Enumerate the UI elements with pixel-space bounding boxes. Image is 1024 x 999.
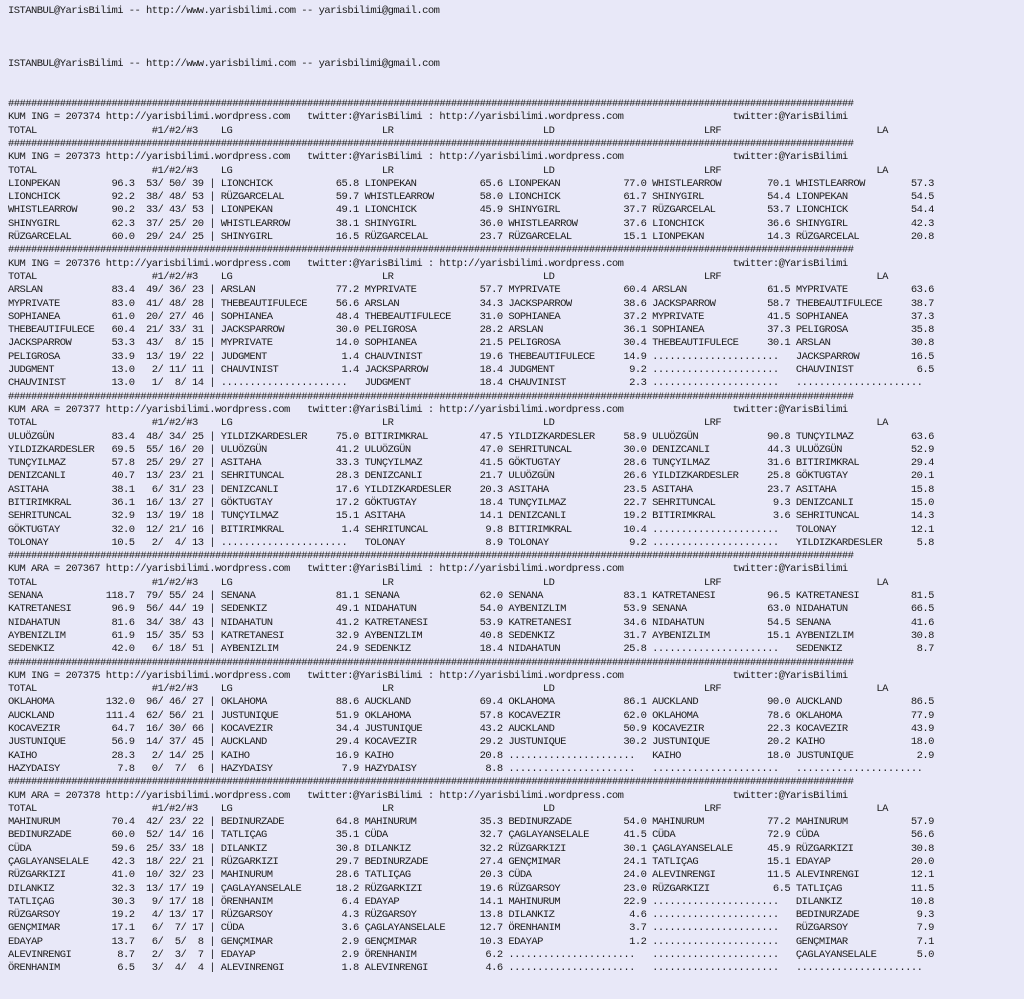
result-row: RÜZGARSOY 19.2 4/ 13/ 17 | RÜZGARSOY 4.3 RÜZGARSOY 13.8 DILANKIZ 4.6 ...................... BEDINURZADE 9.3 bbox=[8, 909, 934, 922]
blank-line bbox=[8, 45, 1024, 58]
result-row: SENANA 118.7 79/ 55/ 24 | SENANA 81.1 SENANA 62.0 SENANA 83.1 KATRETANESI 96.5 KATRETANESI 81.5 bbox=[8, 590, 934, 603]
col-header: TOTAL #1/#2/#3 LG LR LD LRF LA bbox=[8, 417, 888, 430]
result-row: MAHINURUM 70.4 42/ 23/ 22 | BEDINURZADE 64.8 MAHINURUM 35.3 BEDINURZADE 54.0 MAHINURUM 77.2 MAHINURUM 57.9 bbox=[8, 816, 934, 829]
result-row: HAZYDAISY 7.8 0/ 7/ 6 | HAZYDAISY 7.9 HAZYDAISY 8.8 ...................... ...................... ...................... bbox=[8, 762, 934, 775]
hash-line: ################################################################################################################################################### bbox=[8, 244, 854, 257]
result-row: JUDGMENT 13.0 2/ 11/ 11 | CHAUVINIST 1.4 JACKSPARROW 18.4 JUDGMENT 9.2 ...................... CHAUVINIST 6.5 bbox=[8, 364, 934, 377]
result-row: SEHRITUNCAL 32.9 13/ 19/ 18 | TUNÇYILMAZ 15.1 ASITAHA 14.1 DENIZCANLI 19.2 BITIRIMKRAL 3.6 SEHRITUNCAL 14.3 bbox=[8, 510, 934, 523]
result-row: ALEVINRENGI 8.7 2/ 3/ 7 | EDAYAP 2.9 ÖRENHANIM 6.2 ...................... ...................... ÇAGLAYANSELALE 5.0 bbox=[8, 949, 934, 962]
result-row: WHISTLEARROW 90.2 33/ 43/ 53 | LIONPEKAN 49.1 LIONCHICK 45.9 SHINYGIRL 37.7 RÜZGARCELAL 53.7 LIONCHICK 54.4 bbox=[8, 204, 934, 217]
blank-line bbox=[8, 32, 1024, 45]
header-city: ISTANBUL bbox=[8, 5, 55, 17]
kum-line: KUM ARA = 207378 http://yarisbilimi.wordpress.com twitter:@YarisBilimi : http://yarisbilimi.wordpress.com twitter:@YarisBilimi bbox=[8, 789, 848, 802]
result-row: ÇAGLAYANSELALE 42.3 18/ 22/ 21 | RÜZGARKIZI 29.7 BEDINURZADE 27.4 GENÇMIMAR 24.1 TATLIÇAG 15.1 EDAYAP 20.0 bbox=[8, 856, 934, 868]
result-row: BITIRIMKRAL 36.1 16/ 13/ 27 | GÖKTUGTAY 17.2 GÖKTUGTAY 18.4 TUNÇYILMAZ 22.7 SEHRITUNCAL 9.3 DENIZCANLI 15.0 bbox=[8, 496, 934, 509]
result-row: DENIZCANLI 40.7 13/ 23/ 21 | SEHRITUNCAL 28.3 DENIZCANLI 21.7 ULUÖZGÜN 26.6 YILDIZKARDESLER 25.8 GÖKTUGTAY 20.1 bbox=[8, 470, 934, 483]
result-row: CÜDA 59.6 25/ 33/ 18 | DILANKIZ 30.8 DILANKIZ 32.2 RÜZGARKIZI 30.1 ÇAGLAYANSELALE 45.9 RÜZGARKIZI 30.8 bbox=[8, 842, 934, 855]
result-row: ARSLAN 83.4 49/ 36/ 23 | ARSLAN 77.2 MYPRIVATE 57.7 MYPRIVATE 60.4 ARSLAN 61.5 MYPRIVATE 63.6 bbox=[8, 284, 934, 297]
result-row: TUNÇYILMAZ 57.8 25/ 29/ 27 | ASITAHA 33.3 TUNÇYILMAZ 41.5 GÖKTUGTAY 28.6 TUNÇYILMAZ 31.6 BITIRIMKRAL 29.4 bbox=[8, 457, 934, 470]
hash-line: ################################################################################################################################################### bbox=[8, 550, 854, 563]
result-row: JACKSPARROW 53.3 43/ 8/ 15 | MYPRIVATE 14.0 SOPHIANEA 21.5 PELIGROSA 30.4 THEBEAUTIFULECE 30.1 ARSLAN 30.8 bbox=[8, 337, 934, 350]
kum-line: KUM ING = 207374 http://yarisbilimi.wordpress.com twitter:@YarisBilimi : http://yarisbilimi.wordpress.com twitter:@YarisBilimi bbox=[8, 111, 848, 124]
result-row: RÜZGARCELAL 60.0 29/ 24/ 25 | SHINYGIRL 16.5 RÜZGARCELAL 23.7 RÜZGARCELAL 15.1 LIONPEKAN 14.3 RÜZGARCELAL 20.8 bbox=[8, 231, 934, 244]
col-header: TOTAL #1/#2/#3 LG LR LD LRF LA bbox=[8, 164, 888, 177]
kum-line: KUM ING = 207375 http://yarisbilimi.wordpress.com twitter:@YarisBilimi : http://yarisbilimi.wordpress.com twitter:@YarisBilimi bbox=[8, 669, 848, 682]
blank-line bbox=[8, 71, 1024, 84]
result-row: KAIHO 28.3 2/ 14/ 25 | KAIHO 16.9 KAIHO 20.8 ...................... KAIHO 18.0 JUSTUNIQUE 2.9 bbox=[8, 749, 934, 762]
result-row: SEDENKIZ 42.0 6/ 18/ 51 | AYBENIZLIM 24.9 SEDENKIZ 18.4 NIDAHATUN 25.8 ...................... SEDENKIZ 8.7 bbox=[8, 643, 934, 656]
header-contact: @YarisBilimi -- http://www.yarisbilimi.com -- yarisbilimi@gmail.com bbox=[54, 5, 440, 17]
hash-line: ################################################################################################################################################### bbox=[8, 390, 854, 403]
result-row: JUSTUNIQUE 56.9 14/ 37/ 45 | AUCKLAND 29.4 KOCAVEZIR 29.2 JUSTUNIQUE 30.2 JUSTUNIQUE 20.2 KAIHO 18.0 bbox=[8, 736, 934, 749]
col-header: TOTAL #1/#2/#3 LG LR LD LRF LA bbox=[8, 802, 888, 815]
col-header: TOTAL #1/#2/#3 LG LR LD LRF LA bbox=[8, 270, 888, 283]
result-row: ÖRENHANIM 6.5 3/ 4/ 4 | ALEVINRENGI 1.8 ALEVINRENGI 4.6 ...................... ...................... ...................... bbox=[8, 962, 934, 975]
result-row: RÜZGARKIZI 41.0 10/ 32/ 23 | MAHINURUM 28.6 TATLIÇAG 20.3 CÜDA 24.0 ALEVINRENGI 11.5 ALEVINRENGI 12.1 bbox=[8, 869, 934, 882]
kum-line: KUM ING = 207373 http://yarisbilimi.wordpress.com twitter:@YarisBilimi : http://yarisbilimi.wordpress.com twitter:@YarisBilimi bbox=[8, 151, 848, 164]
result-row: KOCAVEZIR 64.7 16/ 30/ 66 | KOCAVEZIR 34.4 JUSTUNIQUE 43.2 AUCKLAND 50.9 KOCAVEZIR 22.3 KOCAVEZIR 43.9 bbox=[8, 723, 934, 736]
result-row: ASITAHA 38.1 6/ 31/ 23 | DENIZCANLI 17.6 YILDIZKARDESLER 20.3 ASITAHA 23.5 ASITAHA 23.7 ASITAHA 15.8 bbox=[8, 483, 934, 496]
header-contact: @YarisBilimi -- http://www.yarisbilimi.com -- yarisbilimi@gmail.com bbox=[54, 58, 440, 71]
result-row: MYPRIVATE 83.0 41/ 48/ 28 | THEBEAUTIFULECE 56.6 ARSLAN 34.3 JACKSPARROW 38.6 JACKSPARROW 58.7 THEBEAUTIFULECE 38.7 bbox=[8, 297, 934, 310]
result-row: CHAUVINIST 13.0 1/ 8/ 14 | ...................... JUDGMENT 18.4 CHAUVINIST 2.3 ...................... ...................... bbox=[8, 377, 934, 390]
result-row: AUCKLAND 111.4 62/ 56/ 21 | JUSTUNIQUE 51.9 OKLAHOMA 57.8 KOCAVEZIR 62.0 OKLAHOMA 78.6 OKLAHOMA 77.9 bbox=[8, 709, 934, 722]
result-row: LIONPEKAN 96.3 53/ 50/ 39 | LIONCHICK 65.8 LIONPEKAN 65.6 LIONPEKAN 77.0 WHISTLEARROW 70.1 WHISTLEARROW 57.3 bbox=[8, 177, 934, 190]
kum-line: KUM ARA = 207377 http://yarisbilimi.wordpress.com twitter:@YarisBilimi : http://yarisbilimi.wordpress.com twitter:@YarisBilimi bbox=[8, 403, 848, 416]
result-row: TOLONAY 10.5 2/ 4/ 13 | ...................... TOLONAY 8.9 TOLONAY 9.2 ...................... YILDIZKARDESLER 5.8 bbox=[8, 536, 934, 549]
result-row: TATLIÇAG 30.3 9/ 17/ 18 | ÖRENHANIM 6.4 EDAYAP 14.1 MAHINURUM 22.9 ...................... DILANKIZ 10.8 bbox=[8, 895, 934, 908]
kum-line: KUM ARA = 207367 http://yarisbilimi.wordpress.com twitter:@YarisBilimi : http://yarisbilimi.wordpress.com twitter:@YarisBilimi bbox=[8, 563, 848, 576]
result-row: ULUÖZGÜN 83.4 48/ 34/ 25 | YILDIZKARDESLER 75.0 BITIRIMKRAL 47.5 YILDIZKARDESLER 58.9 ULUÖZGÜN 90.8 TUNÇYILMAZ 63.6 bbox=[8, 430, 934, 443]
result-row: SHINYGIRL 62.3 37/ 25/ 20 | WHISTLEARROW 38.1 SHINYGIRL 36.0 WHISTLEARROW 37.6 LIONCHICK 36.6 SHINYGIRL 42.3 bbox=[8, 217, 934, 230]
result-row: OKLAHOMA 132.0 96/ 46/ 27 | OKLAHOMA 88.6 AUCKLAND 69.4 OKLAHOMA 86.1 AUCKLAND 90.0 AUCKLAND 86.5 bbox=[8, 696, 934, 709]
result-row: BEDINURZADE 60.0 52/ 14/ 16 | TATLIÇAG 35.1 CÜDA 32.7 ÇAGLAYANSELALE 41.5 CÜDA 72.9 CÜDA 56.6 bbox=[8, 829, 934, 842]
hash-line: ################################################################################################################################################### bbox=[8, 776, 854, 789]
result-row: LIONCHICK 92.2 38/ 48/ 53 | RÜZGARCELAL 59.7 WHISTLEARROW 58.0 LIONCHICK 61.7 SHINYGIRL 54.4 LIONPEKAN 54.5 bbox=[8, 191, 934, 204]
result-row: DILANKIZ 32.3 13/ 17/ 19 | ÇAGLAYANSELALE 18.2 RÜZGARKIZI 19.6 RÜZGARSOY 23.0 RÜZGARKIZI 6.5 TATLIÇAG 11.5 bbox=[8, 882, 934, 895]
col-header: TOTAL #1/#2/#3 LG LR LD LRF LA bbox=[8, 576, 888, 589]
result-row: EDAYAP 13.7 6/ 5/ 8 | GENÇMIMAR 2.9 GENÇMIMAR 10.3 EDAYAP 1.2 ...................... GENÇMIMAR 7.1 bbox=[8, 935, 934, 948]
blank-line bbox=[8, 85, 1024, 98]
col-header: TOTAL #1/#2/#3 LG LR LD LRF LA bbox=[8, 124, 888, 137]
result-row: THEBEAUTIFULECE 60.4 21/ 33/ 31 | JACKSPARROW 30.0 PELIGROSA 28.2 ARSLAN 36.1 SOPHIANEA 37.3 PELIGROSA 35.8 bbox=[8, 324, 934, 337]
hash-line: ################################################################################################################################################### bbox=[8, 137, 854, 150]
header-city: ISTANBUL bbox=[8, 58, 55, 71]
result-row: GÖKTUGTAY 32.0 12/ 21/ 16 | BITIRIMKRAL 1.4 SEHRITUNCAL 9.8 BITIRIMKRAL 10.4 ...................... TOLONAY 12.1 bbox=[8, 523, 934, 536]
col-header: TOTAL #1/#2/#3 LG LR LD LRF LA bbox=[8, 683, 888, 696]
result-row: YILDIZKARDESLER 69.5 55/ 16/ 20 | ULUÖZGÜN 41.2 ULUÖZGÜN 47.0 SEHRITUNCAL 30.0 DENIZCANLI 44.3 ULUÖZGÜN 52.9 bbox=[8, 443, 934, 456]
result-row: AYBENIZLIM 61.9 15/ 35/ 53 | KATRETANESI 32.9 AYBENIZLIM 40.8 SEDENKIZ 31.7 AYBENIZLIM 15.1 AYBENIZLIM 30.8 bbox=[8, 629, 934, 642]
result-row: KATRETANESI 96.9 56/ 44/ 19 | SEDENKIZ 49.1 NIDAHATUN 54.0 AYBENIZLIM 53.9 SENANA 63.0 NIDAHATUN 66.5 bbox=[8, 603, 934, 616]
hash-line: ################################################################################################################################################### bbox=[8, 656, 854, 669]
result-row: PELIGROSA 33.9 13/ 19/ 22 | JUDGMENT 1.4 CHAUVINIST 19.6 THEBEAUTIFULECE 14.9 ...................... JACKSPARROW 16.5 bbox=[8, 350, 934, 363]
kum-line: KUM ING = 207376 http://yarisbilimi.wordpress.com twitter:@YarisBilimi : http://yarisbilimi.wordpress.com twitter:@YarisBilimi bbox=[8, 257, 848, 270]
blank-line bbox=[8, 18, 1024, 31]
result-row: SOPHIANEA 61.0 20/ 27/ 46 | SOPHIANEA 48.4 THEBEAUTIFULECE 31.0 SOPHIANEA 37.2 MYPRIVATE 41.5 SOPHIANEA 37.3 bbox=[8, 310, 934, 323]
result-row: NIDAHATUN 81.6 34/ 38/ 43 | NIDAHATUN 41.2 KATRETANESI 53.9 KATRETANESI 34.6 NIDAHATUN 54.5 SENANA 41.6 bbox=[8, 616, 934, 629]
hash-line: ################################################################################################################################################### bbox=[8, 98, 854, 111]
result-row: GENÇMIMAR 17.1 6/ 7/ 17 | CÜDA 3.6 ÇAGLAYANSELALE 12.7 ÖRENHANIM 3.7 ...................... RÜZGARSOY 7.9 bbox=[8, 922, 934, 935]
